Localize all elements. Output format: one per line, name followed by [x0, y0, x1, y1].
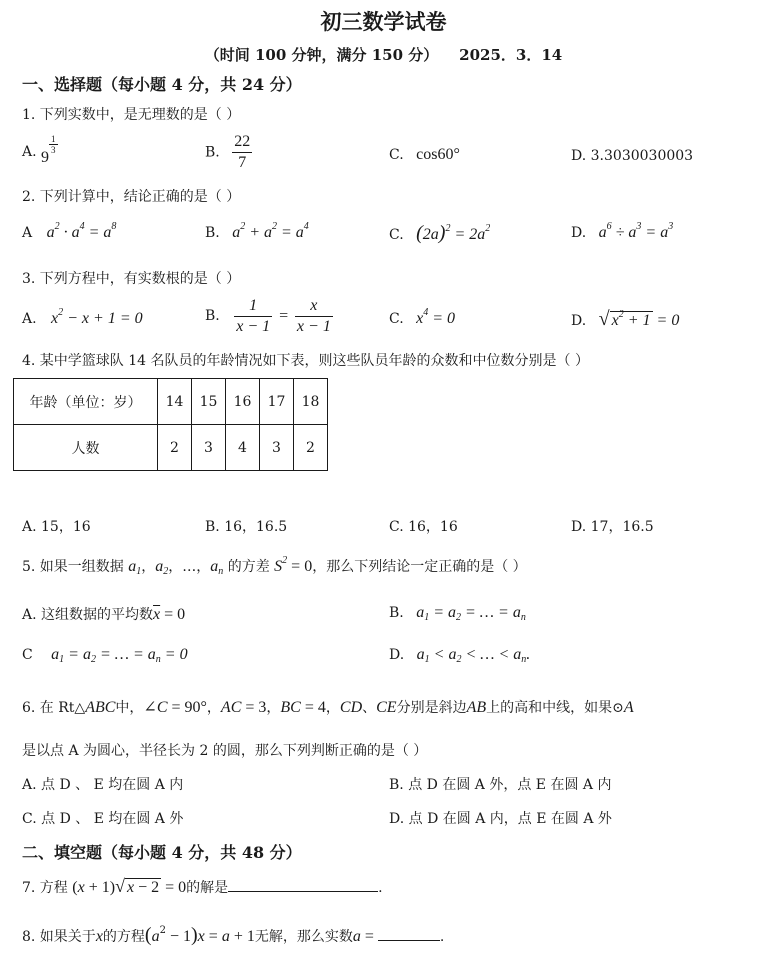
q1-b-numerator: 22 — [232, 132, 252, 153]
q8-stem-text: 无解，那么实数 — [254, 929, 353, 945]
q1-a-exp-den: 3 — [51, 145, 56, 155]
q2-option-b — [205, 221, 309, 242]
q6-stem-text: 上的高和中线，如果⊙ — [486, 700, 624, 716]
q4-option-c: C. 16，16 — [389, 519, 458, 535]
table-cell: 18 — [294, 379, 328, 425]
q6-stem: 6. 在 Rt△ABC中，∠C = 90°，AC = 3，BC = 4，CD、CE分别是斜边AB上的高和中线，如果⊙A — [22, 699, 634, 716]
q5-a-text: A. 这组数据的平均数 — [22, 607, 154, 623]
q1-option-a — [22, 134, 58, 167]
table-row — [14, 379, 328, 425]
q1-d-value: 3.3030030003 — [590, 148, 694, 164]
table-cell: 3 — [192, 425, 226, 471]
table-cell: 15 — [192, 379, 226, 425]
q1-a-base: 9 — [41, 149, 50, 167]
option-label: B. — [205, 225, 220, 241]
q4-stem: 4. 某中学篮球队 14 名队员的年龄情况如下表，则这些队员年龄的众数和中位数分别是（ ） — [22, 353, 589, 369]
q8-answer-blank[interactable] — [378, 940, 440, 941]
table-cell: 3 — [260, 425, 294, 471]
q6-option-a: A. 点 D 、 E 均在圆 A 内 — [22, 777, 184, 793]
option-label: A — [22, 225, 33, 241]
table-cell: 2 — [294, 425, 328, 471]
option-label: D. — [571, 313, 587, 329]
q3-stem: 3. 下列方程中，有实数根的是（ ） — [22, 271, 241, 287]
table-cell: 2 — [158, 425, 192, 471]
q5-option-c: C $a_1 = a_2$ = … = $a_n = 0$ — [22, 646, 188, 665]
option-label: B. — [205, 144, 220, 161]
option-label: C. — [389, 227, 404, 243]
q6-option-b: B. 点 D 在圆 A 外，点 E 在圆 A 内 — [389, 777, 612, 793]
option-label: C. — [389, 311, 404, 327]
q1-c-value: cos60° — [416, 146, 460, 163]
q3-b-expression: $\frac{1}{x - 1}$ = $\frac{x}{x - 1}$ — [236, 297, 331, 335]
q3-option-b — [205, 296, 335, 337]
q6-option-d: D. 点 D 在圆 A 内，点 E 在圆 A 外 — [389, 811, 612, 827]
q4-option-d: D. 17，16.5 — [571, 519, 654, 535]
q7-stem: 7. 方程 (x + 1)√ x − 2 = 0的解是 . — [22, 876, 383, 896]
q7-stem-text: 7. 方程 — [22, 880, 68, 896]
table-cell: 14 — [158, 379, 192, 425]
table-header-count: 人数 — [14, 425, 158, 471]
q6-option-c: C. 点 D 、 E 均在圆 A 外 — [22, 811, 184, 827]
exam-info: （时间 100 分钟，满分 150 分） 2025．3．14 — [204, 46, 563, 64]
q6-stem-text: 分别是斜边 — [396, 700, 467, 716]
section-heading-choice: 一、选择题（每小题 4 分，共 24 分） — [22, 75, 302, 94]
q5-stem-text: 5. 如果一组数据 — [22, 559, 124, 575]
q2-a-expression: $a^2 \cdot a^4 = a^8$ — [46, 221, 117, 241]
q3-c-expression: $x^4 = 0$ — [416, 307, 456, 327]
q6-stem-line2: 是以点 A 为圆心，半径长为 2 的圆，那么下列判断正确的是（ ） — [22, 743, 428, 759]
q2-c-expression: $(2a)^2 = 2a^2$ — [416, 222, 491, 244]
q2-option-c — [389, 222, 490, 245]
q2-stem: 2. 下列计算中，结论正确的是（ ） — [22, 189, 241, 205]
q1-b-denominator: 7 — [238, 154, 247, 171]
table-header-age: 年龄（单位：岁） — [14, 379, 158, 425]
q8-stem-text: 的方程 — [102, 929, 145, 945]
q1-a-exp-num: 1 — [51, 134, 56, 144]
option-label: D. — [571, 225, 587, 241]
q6-stem-text: 中， — [115, 700, 144, 716]
q2-b-expression: $a^2 + a^2 = a^4$ — [232, 221, 309, 241]
q8-stem-text: 8. 如果关于 — [22, 929, 96, 945]
page-title: 初三数学试卷 — [320, 9, 447, 34]
q7-stem-text: 的解是 — [186, 880, 229, 896]
option-label: B. — [205, 308, 220, 325]
table-cell: 4 — [226, 425, 260, 471]
q8-stem: 8. 如果关于x的方程$(a^2 - 1)x = a + 1$无解，那么实数a = . — [22, 924, 445, 946]
q5-option-d: D. $a_1 < a_2$ < … < $a_n$. — [389, 646, 531, 665]
table-cell: 17 — [260, 379, 294, 425]
q2-d-expression: $a^6 \div a^3 = a^3$ — [598, 221, 674, 241]
q5-option-b: B. $a_1 = a_2$ = … = $a_n$ — [389, 604, 526, 623]
q5-stem: 5. 如果一组数据 $a_1$，$a_2$，…，$a_n$ 的方差 $S^2 = 0$，那么下列结论一定正确的是（ ） — [22, 555, 527, 577]
q7-answer-blank[interactable] — [228, 891, 378, 892]
q3-d-expression: √ $x^2 + 1 = 0$ — [598, 308, 680, 330]
option-label: B. — [389, 605, 404, 621]
q5-stem-text: 的方差 — [227, 559, 270, 575]
option-label: C — [22, 647, 33, 663]
q4-option-b: B. 16，16.5 — [205, 519, 288, 535]
q3-option-d — [571, 308, 679, 331]
option-label: D. — [389, 647, 405, 663]
table-cell: 16 — [226, 379, 260, 425]
q5-option-a: A. 这组数据的平均数$\overline{x} = 0$ — [22, 606, 186, 623]
q1-stem: 1. 下列实数中，是无理数的是（ ） — [22, 107, 241, 123]
q5-stem-text: ，那么下列结论一定正确的是（ ） — [312, 559, 527, 575]
option-label: D. — [571, 148, 587, 164]
q6-stem-text: 6. 在 Rt△ — [22, 700, 86, 716]
q4-option-a: A. 15，16 — [22, 519, 91, 535]
q3-option-c — [389, 307, 456, 328]
q2-option-a — [22, 221, 117, 242]
option-label: C. — [389, 147, 404, 163]
option-label: A. — [22, 311, 37, 327]
q3-a-expression: $x^2 - x + 1 = 0$ — [51, 307, 143, 327]
q1-option-d — [571, 148, 693, 164]
q3-option-a — [22, 307, 143, 328]
age-table — [13, 378, 328, 471]
q1-option-b — [205, 132, 254, 173]
section-heading-fill: 二、填空题（每小题 4 分，共 48 分） — [22, 843, 302, 862]
q1-option-c — [389, 146, 460, 164]
option-label: A. — [22, 144, 37, 161]
q2-option-d — [571, 221, 674, 242]
table-row — [14, 425, 328, 471]
